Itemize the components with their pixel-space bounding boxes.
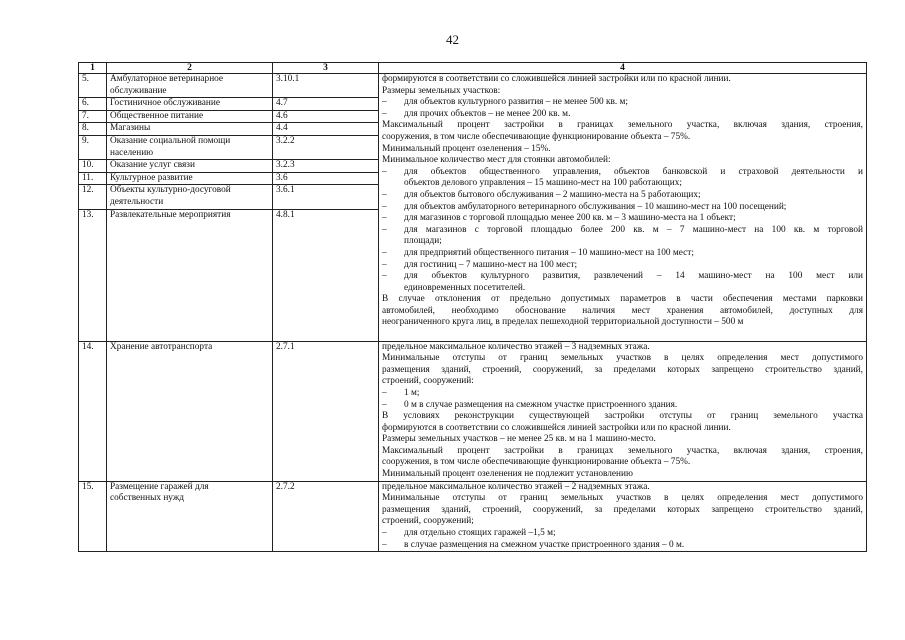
requirement-line: В условиях реконструкции существующей застройки отступы от границ земельного участка	[382, 411, 863, 422]
bullet-text: для магазинов с торговой площадью более 200 кв. м – 7 машино-мест на 100 кв. м торговой	[404, 224, 863, 235]
header-col-3: 3	[273, 63, 379, 74]
bullet-text: для гостиниц – 7 машино-мест на 100 мест;	[404, 259, 578, 270]
bullet-item	[382, 97, 863, 109]
row-name-cell	[107, 160, 273, 173]
row-code: 3.2.3	[273, 160, 379, 173]
dash-marker: –	[382, 247, 387, 258]
bullet-item	[382, 190, 863, 202]
bullet-item	[382, 225, 863, 237]
requirement-line: Минимальный процент озеленения – 15%.	[382, 143, 551, 154]
regulations-table	[78, 62, 867, 552]
row-number: 13.	[79, 209, 107, 341]
bullet-text: единовременных посетителей.	[404, 282, 526, 293]
dash-marker: –	[382, 399, 387, 410]
requirement-line: Минимальное количество мест для стоянки автомобилей:	[382, 155, 611, 166]
row-number: 12.	[79, 185, 107, 209]
requirement-line: предельное максимальное количество этажей – 3 надземных этажа.	[382, 341, 650, 352]
header-col-4: 4	[379, 63, 867, 74]
row-name-line: Хранение автотранспорта	[110, 341, 213, 352]
row-name-cell	[107, 123, 273, 136]
header-col-1: 1	[79, 63, 107, 74]
dash-marker: –	[382, 108, 387, 119]
bullet-text: 1 м;	[404, 387, 420, 398]
row-code: 3.10.1	[273, 74, 379, 98]
row-number: 15.	[79, 481, 107, 552]
bullet-item	[382, 248, 863, 260]
requirement-line: сооружения, в том числе обеспечивающие функционирование объекта – 75%.	[382, 131, 691, 142]
bullet-text: для объектов культурного развития – не менее 500 кв. м;	[404, 97, 629, 108]
row-code: 3.2.2	[273, 135, 379, 159]
dash-marker: –	[382, 166, 387, 177]
table-row	[79, 74, 867, 98]
bullet-item	[382, 202, 863, 214]
indent-spacer	[382, 283, 404, 295]
bullet-text: 0 м в случае размещения на смежном участке пристроенного здания.	[404, 399, 678, 410]
bullet-item	[382, 528, 863, 540]
row-code: 4.7	[273, 98, 379, 111]
table-row	[79, 341, 867, 481]
bullet-text: для объектов культурного развития, развлечений – 14 машино-мест на 100 мест или	[404, 271, 863, 282]
bullet-item	[382, 540, 863, 552]
bullet-text: для прочих объектов – не менее 200 кв. м.	[404, 108, 571, 119]
row-number: 11.	[79, 172, 107, 185]
bullet-text: в случае размещения на смежном участке пристроенного здания – 0 м.	[404, 539, 685, 550]
bullet-item	[382, 400, 863, 412]
bullet-item	[382, 109, 863, 121]
bullet-text: для объектов бытового обслуживания – 2 машино-места на 5 работающих;	[404, 189, 701, 200]
dash-marker: –	[382, 539, 387, 550]
row-number: 6.	[79, 98, 107, 111]
requirement-line: автомобилей, необходимо обоснование наличия мест хранения автомобилей, доступных для	[382, 305, 863, 316]
header-row	[79, 63, 867, 74]
requirement-line: размещения зданий, строений, сооружений, за пределами которых запрещено строительство зданий,	[382, 504, 863, 515]
dash-marker: –	[382, 189, 387, 200]
bullet-item	[382, 388, 863, 400]
row-name-cell	[107, 481, 273, 552]
row-name-cell	[107, 135, 273, 159]
requirement-line: Минимальные отступы от границ земельных участков в целях определения мест допустимого	[382, 493, 863, 504]
row-name-line: населению	[110, 147, 154, 158]
row-number: 5.	[79, 74, 107, 98]
row-name-cell	[107, 98, 273, 111]
bullet-continuation	[382, 178, 863, 190]
requirement-line: размещения зданий, строений, сооружений, за пределами которых запрещено строительство зданий,	[382, 364, 863, 375]
row-name-line: Развлекательные мероприятия	[110, 209, 231, 220]
bullet-item	[382, 213, 863, 225]
requirement-line: строений, сооружений;	[382, 516, 474, 527]
row-name-cell	[107, 172, 273, 185]
bullet-item	[382, 167, 863, 179]
bullet-text: для объектов общественного управления, объектов банковской и страховой деятельности и	[404, 166, 863, 177]
row-name-line: Объекты культурно-досуговой	[110, 185, 231, 196]
dash-marker: –	[382, 259, 387, 270]
page-number: 42	[446, 32, 459, 47]
row-name-cell	[107, 74, 273, 98]
requirement-line: строений, сооружений:	[382, 376, 474, 387]
row-name-line: Оказание услуг связи	[110, 160, 195, 171]
requirement-line: формируются в соответствии со сложившейся линией застройки или по красной линии.	[382, 422, 731, 433]
row-code: 4.6	[273, 110, 379, 123]
row-number: 7.	[79, 110, 107, 123]
requirements-cell	[379, 341, 867, 481]
requirement-line: Минимальный процент озеленения не подлежит установлению	[382, 469, 633, 480]
dash-marker: –	[382, 528, 387, 539]
row-name-line: деятельности	[110, 196, 164, 207]
bullet-item	[382, 271, 863, 283]
requirement-line: предельное максимальное количество этажей – 2 надземных этажа.	[382, 481, 650, 492]
row-name-cell	[107, 341, 273, 481]
row-name-cell	[107, 209, 273, 341]
requirement-line: Минимальные отступы от границ земельных участков в целях определения мест допустимого	[382, 353, 863, 364]
bullet-text: объектов делового управления – 15 машино-мест на 100 работающих;	[404, 178, 682, 189]
requirement-line: формируются в соответствии со сложившейся линией застройки или по красной линии.	[382, 74, 731, 84]
indent-spacer	[382, 178, 404, 190]
row-name-line: собственных нужд	[110, 493, 184, 504]
bullet-text: для объектов амбулаторного ветеринарного обслуживания – 10 машино-мест на 100 посещений;	[404, 201, 787, 212]
requirement-line: Размеры земельных участков:	[382, 85, 501, 96]
dash-marker: –	[382, 387, 387, 398]
row-number: 8.	[79, 123, 107, 136]
bullet-item	[382, 260, 863, 272]
row-code: 4.8.1	[273, 209, 379, 341]
requirement-line: Максимальный процент застройки в границах земельного участка, включая здания, строения,	[382, 445, 863, 456]
row-code: 2.7.1	[273, 341, 379, 481]
row-code: 4.4	[273, 123, 379, 136]
row-name-line: Магазины	[110, 123, 151, 134]
row-number: 14.	[79, 341, 107, 481]
dash-marker: –	[382, 97, 387, 108]
row-name-line: Размещение гаражей для	[110, 481, 209, 492]
row-name-line: Оказание социальной помощи	[110, 135, 231, 146]
dash-marker: –	[382, 271, 387, 282]
requirement-line: Размеры земельных участков – не менее 25 кв. м на 1 машино-место.	[382, 434, 656, 445]
requirement-line: неограниченного круга лиц, в пределах пешеходной территориальной доступности – 500 м	[382, 317, 744, 328]
bullet-continuation	[382, 283, 863, 295]
requirement-line: сооружения, в том числе обеспечивающие функционирование объекта – 75%.	[382, 457, 691, 468]
row-code: 3.6.1	[273, 185, 379, 209]
row-name-line: Амбулаторное ветеринарное	[110, 74, 224, 84]
row-number: 9.	[79, 135, 107, 159]
bullet-text: для предприятий общественного питания – 10 машино-мест на 100 мест;	[404, 247, 694, 258]
dash-marker: –	[382, 201, 387, 212]
bullet-text: для отдельно стоящих гаражей –1,5 м;	[404, 528, 556, 539]
row-name-cell	[107, 185, 273, 209]
row-name-cell	[107, 110, 273, 123]
row-number: 10.	[79, 160, 107, 173]
header-col-2: 2	[107, 63, 273, 74]
dash-marker: –	[382, 213, 387, 224]
bullet-continuation	[382, 236, 863, 248]
row-name-line: Гостиничное обслуживание	[110, 98, 220, 109]
requirements-cell	[379, 74, 867, 342]
bullet-text: площади;	[404, 236, 442, 247]
table-row	[79, 481, 867, 552]
row-name-line: Общественное питание	[110, 110, 204, 121]
row-code: 3.6	[273, 172, 379, 185]
row-name-line: обслуживание	[110, 85, 167, 96]
dash-marker: –	[382, 224, 387, 235]
requirements-cell	[379, 481, 867, 552]
requirement-line: В случае отклонения от предельно допустимых параметров в части обеспечения местами парковки	[382, 294, 863, 305]
bullet-text: для магазинов с торговой площадью менее 200 кв. м – 3 машино-места на 1 объект;	[404, 213, 736, 224]
requirement-line: Максимальный процент застройки в границах земельного участка, включая здания, строения,	[382, 120, 863, 131]
row-code: 2.7.2	[273, 481, 379, 552]
row-name-line: Культурное развитие	[110, 172, 193, 183]
indent-spacer	[382, 236, 404, 248]
